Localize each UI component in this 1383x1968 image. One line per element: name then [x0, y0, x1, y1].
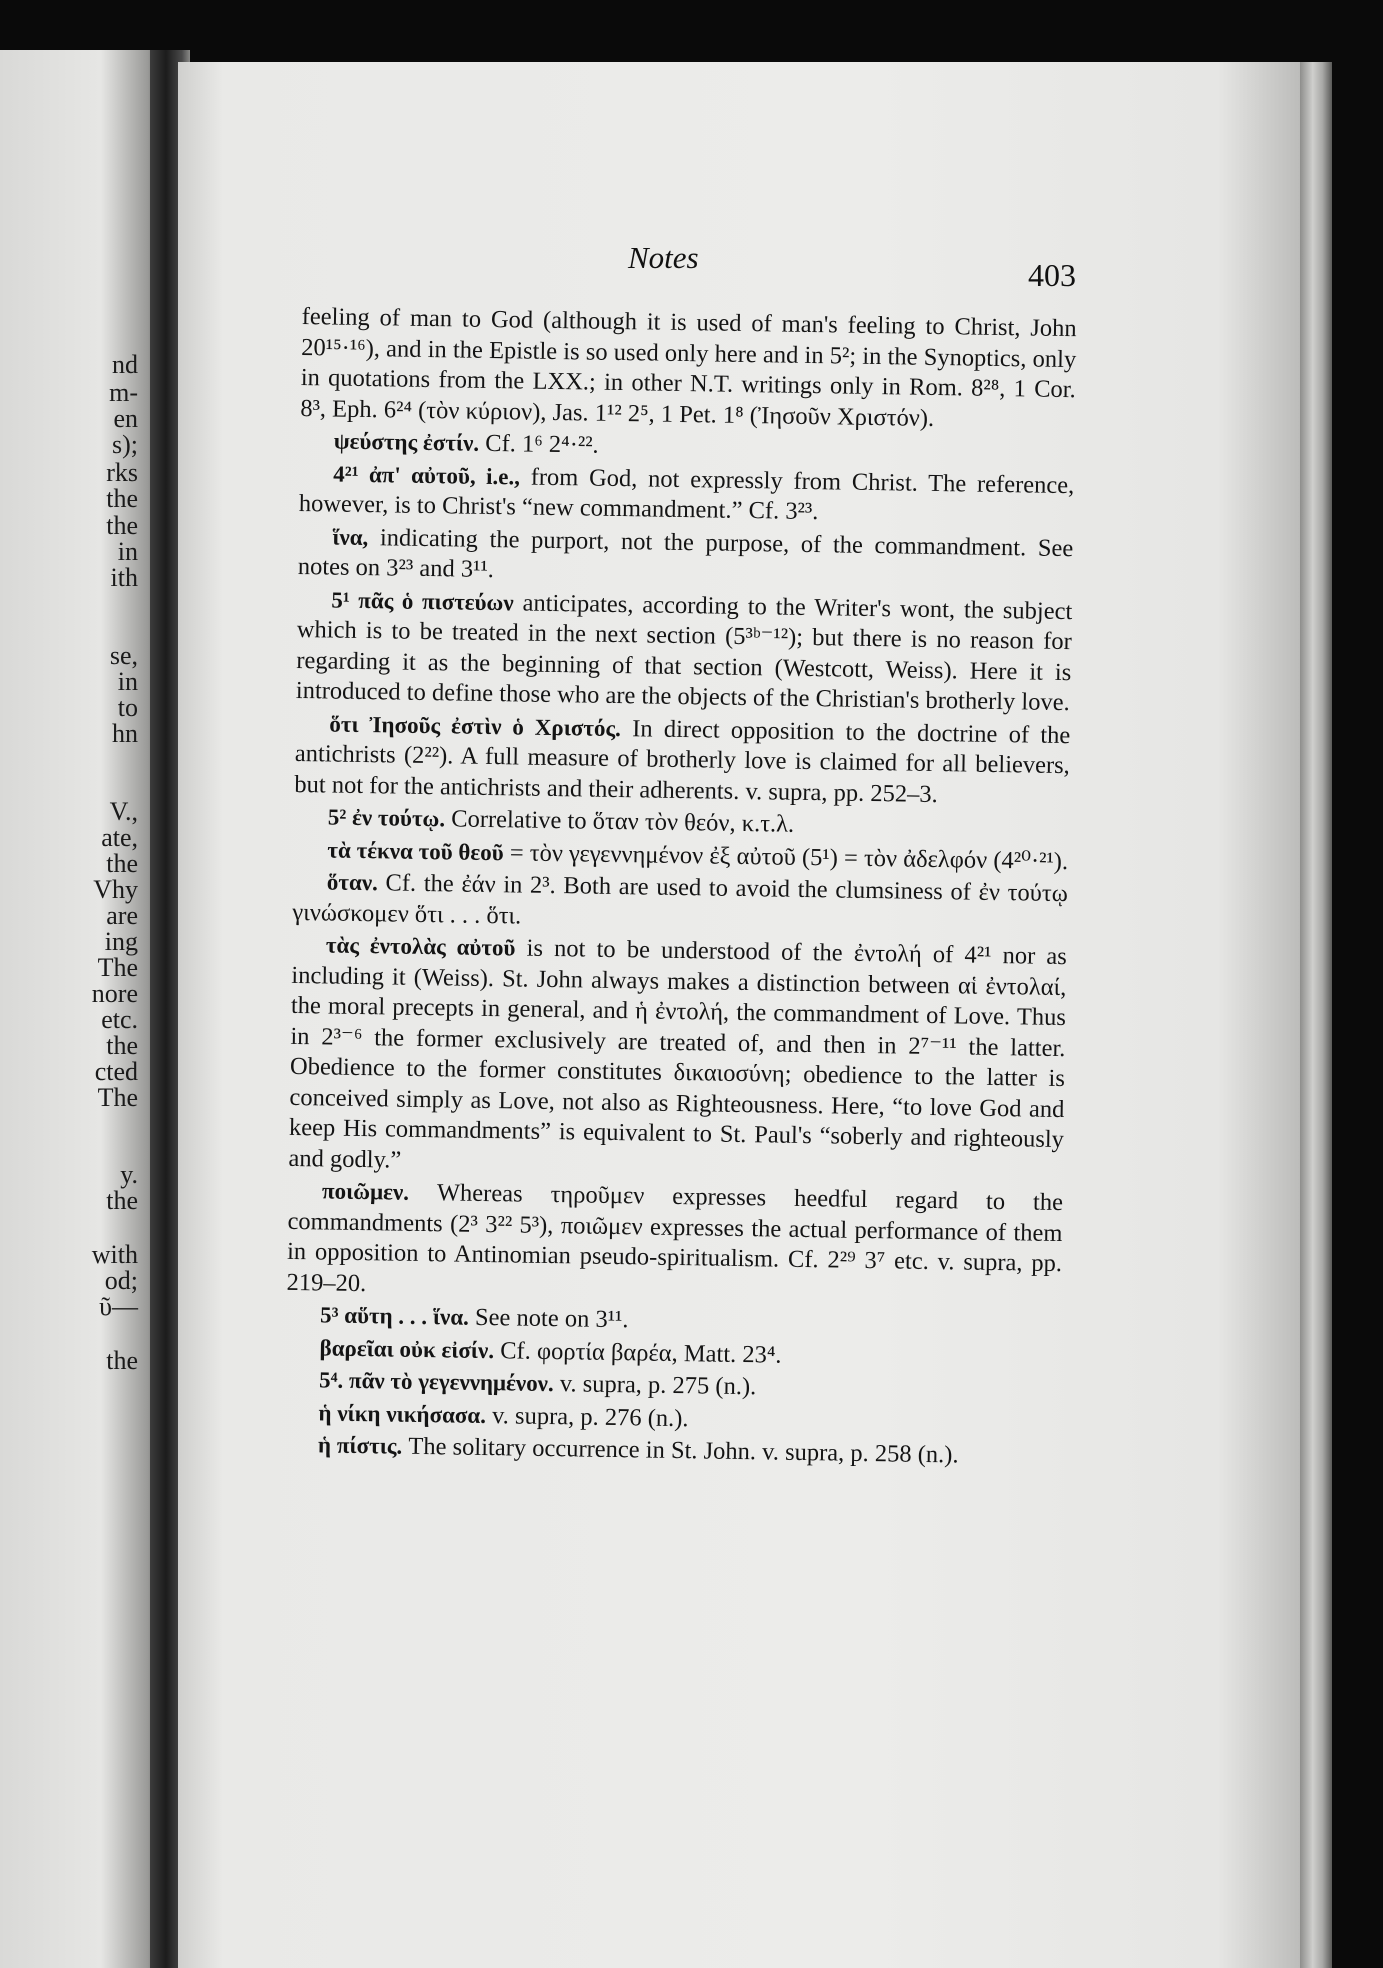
facing-page-fragment: m-	[109, 378, 138, 407]
facing-page-fragment: s);	[112, 430, 138, 459]
facing-page-fragment: y.	[120, 1160, 138, 1189]
facing-page-fragment: the	[106, 1031, 138, 1060]
facing-page-fragment: the	[106, 849, 138, 878]
facing-page-fragment: the	[106, 484, 138, 513]
note-paragraph: 4²¹ ἀπ' αὐτοῦ, i.e., from God, not expressly from Christ. The reference, however, is to Christ's “new commandment.” Cf. 3²³.	[298, 461, 1075, 526]
note-paragraph: 5¹ πᾶς ὁ πιστεύων anticipates, according to the Writer's wont, the subject which is to be treated in the next section (5³ᵇ⁻¹²); but there is no reason for regarding it as the beginning of that section (Westcott, Weiss). Here it is introduced to define those who are the objects of the Christian's brotherly love.	[295, 586, 1073, 717]
facing-page-fragment: the	[106, 1346, 138, 1375]
facing-page-fragment: nore	[91, 979, 138, 1008]
facing-page-fragment: Vhy	[93, 875, 138, 904]
facing-page-edge	[0, 50, 168, 1968]
facing-page-fragment: in	[117, 667, 138, 696]
facing-page-fragment: od;	[104, 1266, 138, 1295]
note-paragraph: ὅταν. Cf. the ἐάν in 2³. Both are used to avoid the clumsiness of ἐν τούτῳ γινώσκομεν ὅτι . . . ὅτι.	[292, 869, 1069, 930]
note-paragraph: 5² ἐν τούτῳ. Correlative to ὅταν τὸν θεόν, κ.τ.λ.	[327, 804, 795, 838]
facing-page-fragment: se,	[109, 641, 138, 670]
note-paragraph: 5⁴. πᾶν τὸ γεγεννημένον. v. supra, p. 275 (n.).	[318, 1367, 757, 1401]
facing-page-fragment: nd	[112, 350, 138, 379]
running-header: Notes	[628, 240, 699, 275]
facing-page-fragment: the	[106, 511, 138, 540]
note-paragraph: 5³ αὕτη . . . ἵνα. See note on 3¹¹.	[319, 1302, 629, 1334]
facing-page-fragment: V.,	[109, 797, 138, 826]
facing-page-fragment: hn	[112, 719, 138, 748]
facing-page-fragment: are	[106, 901, 138, 930]
facing-page-fragment: in	[117, 537, 138, 566]
facing-page-fragment: cted	[94, 1057, 138, 1086]
facing-page-fragment: ate,	[101, 823, 138, 852]
note-paragraph: τὰς ἐντολὰς αὐτοῦ is not to be understood of the ἐντολή of 4²¹ nor as including it (Weiss). St. John always makes a distinction between αἱ ἐντολαί, the moral precepts in general, and ἡ ἐντολή, the commandment of Love. Thus in 2³⁻⁶ the former exclusively are treated of, and then in 2⁷⁻¹¹ the latter. Obedience to the former constitutes δικαιοσύνη; obedience to the latter is conceived simply as Love, not also as Righteousness. Here, “to love God and keep His commandments” is equivalent to St. Paul's “soberly and righteously and godly.”	[288, 932, 1068, 1174]
facing-page-fragment: the	[106, 1186, 138, 1215]
notes-body	[284, 302, 1077, 1475]
facing-page-fragment: en	[113, 404, 138, 433]
note-paragraph: ὅτι Ἰησοῦς ἐστὶν ὁ Χριστός. In direct opposition to the doctrine of the antichrists (2²²). A full measure of brotherly love is claimed for all believers, but not for the antichrists and their adherents. v. supra, pp. 252–3.	[294, 710, 1071, 808]
note-paragraph: ποιῶμεν. Whereas τηροῦμεν expresses heedful regard to the commandments (2³ 3²² 5³), ποιῶμεν expresses the actual performance of them in opposition to Antinomian pseudo-spiritualism. Cf. 2²⁹ 3⁷ etc. v. supra, pp. 219–20.	[286, 1178, 1064, 1297]
facing-page-fragment: rks	[106, 458, 138, 487]
page-edge-right	[1300, 62, 1332, 1968]
note-paragraph: βαρεῖαι οὐκ εἰσίν. Cf. φορτία βαρέα, Matt. 23⁴.	[319, 1334, 782, 1369]
note-paragraph: ἡ πίστις. The solitary occurrence in St. John. v. supra, p. 258 (n.).	[317, 1432, 959, 1469]
facing-page-fragment: The	[97, 953, 138, 982]
page-number: 403	[1028, 257, 1076, 293]
note-paragraph: τὰ τέκνα τοῦ θεοῦ = τὸν γεγεννημένον ἐξ αὐτοῦ (5¹) = τὸν ἀδελφόν (4²⁰·²¹).	[327, 836, 1069, 875]
facing-page-fragment: ῦ—	[99, 1292, 138, 1321]
facing-page-fragment: etc.	[101, 1005, 138, 1034]
note-paragraph: ψεύστης ἐστίν. Cf. 1⁶ 2⁴·²².	[333, 428, 599, 459]
note-paragraph: ἵνα, indicating the purport, not the purpose, of the commandment. See notes on 3²³ and 3¹¹.	[297, 523, 1074, 584]
facing-page-fragment: The	[97, 1083, 138, 1112]
facing-page-fragment: ing	[104, 927, 138, 956]
facing-page-fragment: with	[91, 1240, 138, 1269]
facing-page-fragment: to	[117, 693, 138, 722]
note-paragraph: feeling of man to God (although it is used of man's feeling to Christ, John 20¹⁵·¹⁶), and in the Epistle is so used only here and in 5²; in the Synoptics, only in quotations from the LXX.; in other N.T. writings only in Rom. 8²⁸, 1 Cor. 8³, Eph. 6²⁴ (τὸν κύριον), Jas. 1¹² 2⁵, 1 Pet. 1⁸ (Ἰησοῦν Χριστόν).	[300, 302, 1077, 432]
facing-page-fragment: ith	[110, 563, 138, 592]
note-paragraph: ἡ νίκη νικήσασα. v. supra, p. 276 (n.).	[318, 1399, 689, 1432]
